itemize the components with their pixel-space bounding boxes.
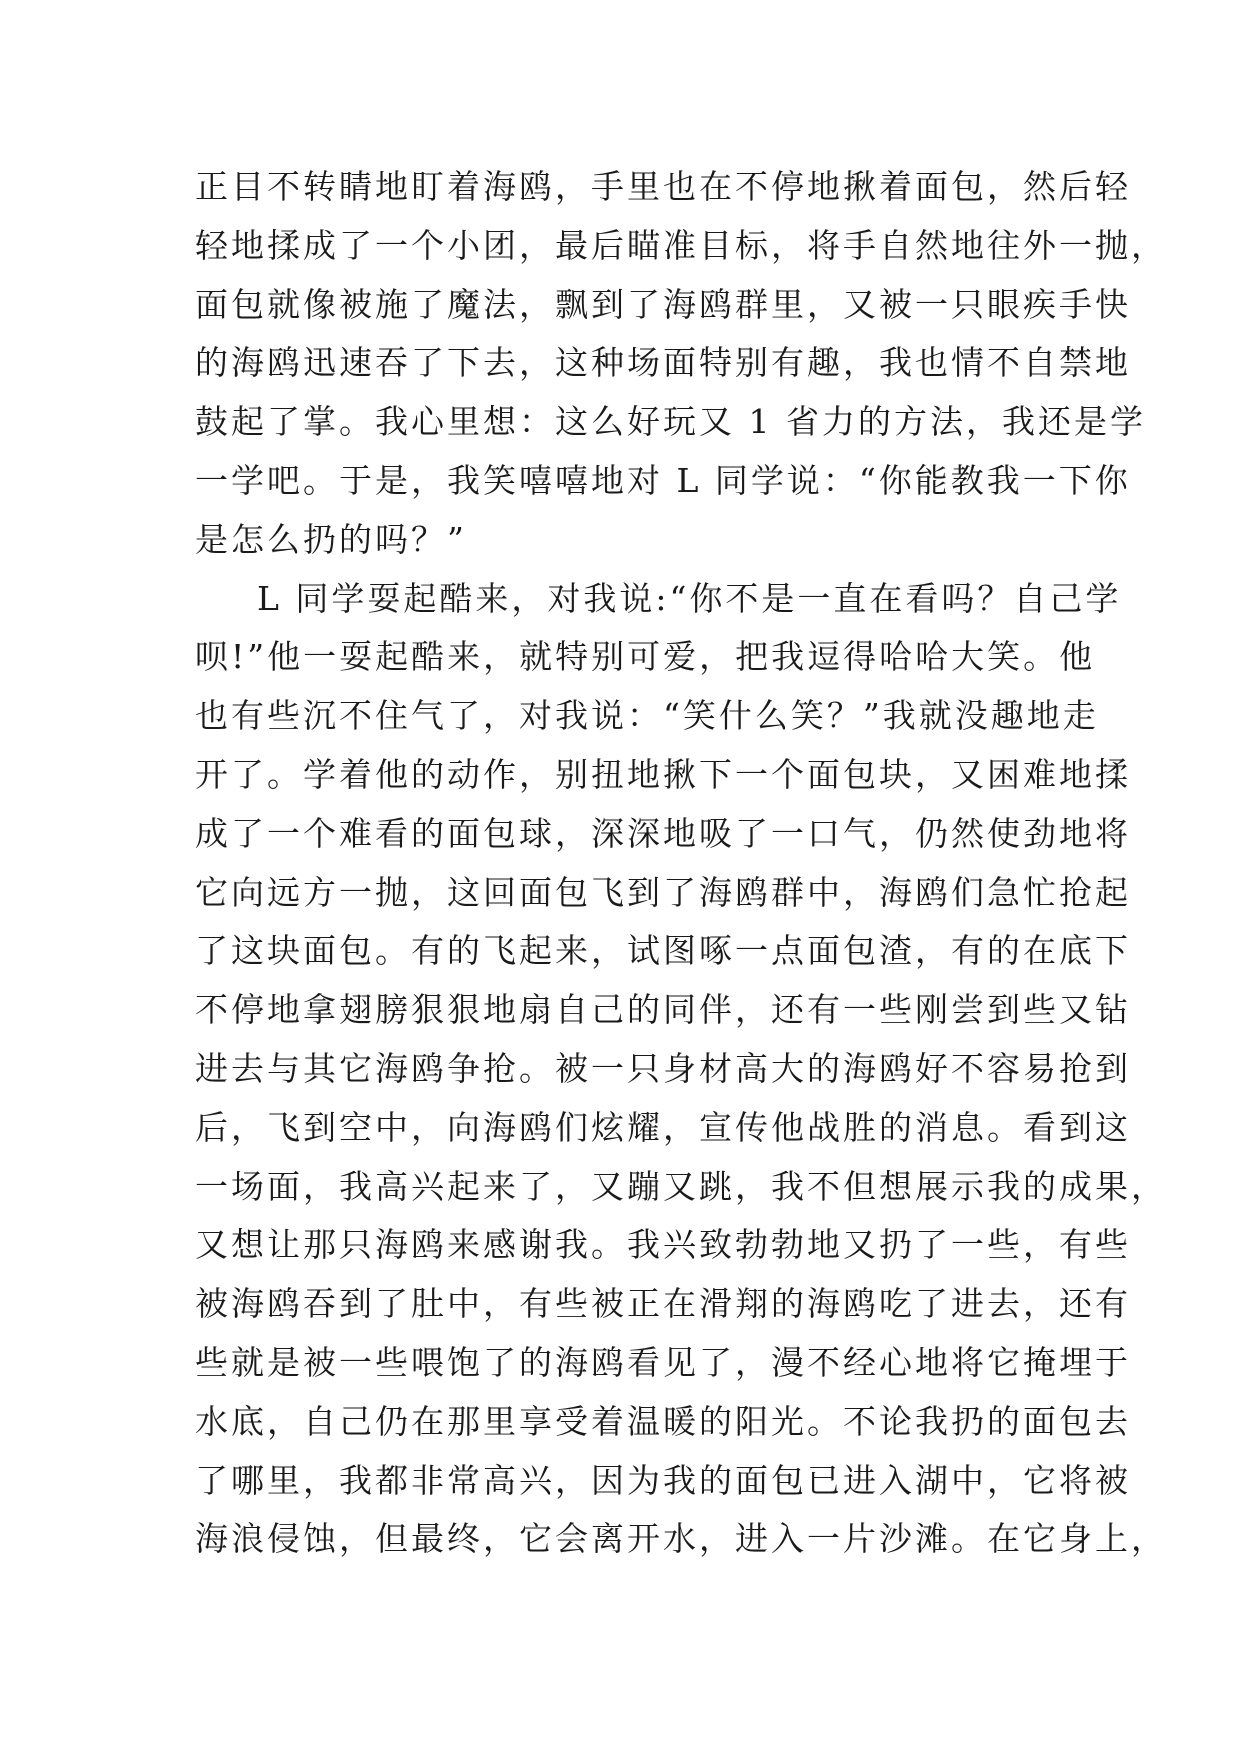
text-line: 是怎么扔的吗？” (195, 519, 467, 559)
text-line: 的海鸥迅速吞了下去，这种场面特别有趣，我也情不自禁地 (195, 343, 1131, 383)
text-line: 被海鸥吞到了肚中，有些被正在滑翔的海鸥吃了进去，还有 (195, 1284, 1131, 1324)
text-line: 一学吧。于是，我笑嘻嘻地对 L 同学说：“你能教我一下你 (195, 460, 1131, 500)
text-line: 呗!”他一耍起酷来，就特别可爱，把我逗得哈哈大笑。他 (195, 637, 1096, 677)
text-line: 成了一个难看的面包球，深深地吸了一口气，仍然使劲地将 (195, 813, 1131, 853)
text-line: 海浪侵蚀，但最终，它会离开水，进入一片沙滩。在它身上， (195, 1519, 1167, 1559)
body-text (195, 158, 1167, 1569)
text-line: 轻地揉成了一个小团，最后瞄准目标，将手自然地往外一抛， (195, 225, 1167, 265)
text-line: 面包就像被施了魔法，飘到了海鸥群里，又被一只眼疾手快 (195, 284, 1131, 324)
text-line: 了哪里，我都非常高兴，因为我的面包已进入湖中，它将被 (195, 1460, 1131, 1500)
text-line: 又想让那只海鸥来感谢我。我兴致勃勃地又扔了一些，有些 (195, 1225, 1131, 1265)
text-line: 一场面，我高兴起来了，又蹦又跳，我不但想展示我的成果， (195, 1166, 1167, 1206)
text-line: 正目不转睛地盯着海鸥，手里也在不停地揪着面包，然后轻 (195, 167, 1131, 206)
text-line: 了这块面包。有的飞起来，试图啄一点面包渣，有的在底下 (195, 931, 1131, 971)
text-line: 它向远方一抛，这回面包飞到了海鸥群中，海鸥们急忙抢起 (195, 872, 1131, 912)
text-line: 些就是被一些喂饱了的海鸥看见了，漫不经心地将它掩埋于 (195, 1342, 1131, 1382)
text-line: 进去与其它海鸥争抢。被一只身材高大的海鸥好不容易抢到 (195, 1048, 1131, 1088)
paragraph (195, 570, 1167, 1570)
text-line: 后，飞到空中，向海鸥们炫耀，宣传他战胜的消息。看到这 (195, 1107, 1131, 1147)
text-line: L 同学耍起酷来，对我说:“你不是一直在看吗？自己学 (257, 578, 1122, 618)
text-line: 鼓起了掌。我心里想：这么好玩又 1 省力的方法，我还是学 (195, 402, 1146, 442)
text-line: 不停地拿翅膀狠狠地扇自己的同伴，还有一些刚尝到些又钻 (195, 990, 1131, 1030)
text-line: 开了。学着他的动作，别扭地揪下一个面包块，又困难地揉 (195, 754, 1131, 794)
paragraph (195, 158, 1167, 570)
text-line: 水底，自己仍在那里享受着温暖的阳光。不论我扔的面包去 (195, 1401, 1131, 1441)
text-line: 也有些沉不住气了，对我说：“笑什么笑？”我就没趣地走 (195, 696, 1099, 736)
